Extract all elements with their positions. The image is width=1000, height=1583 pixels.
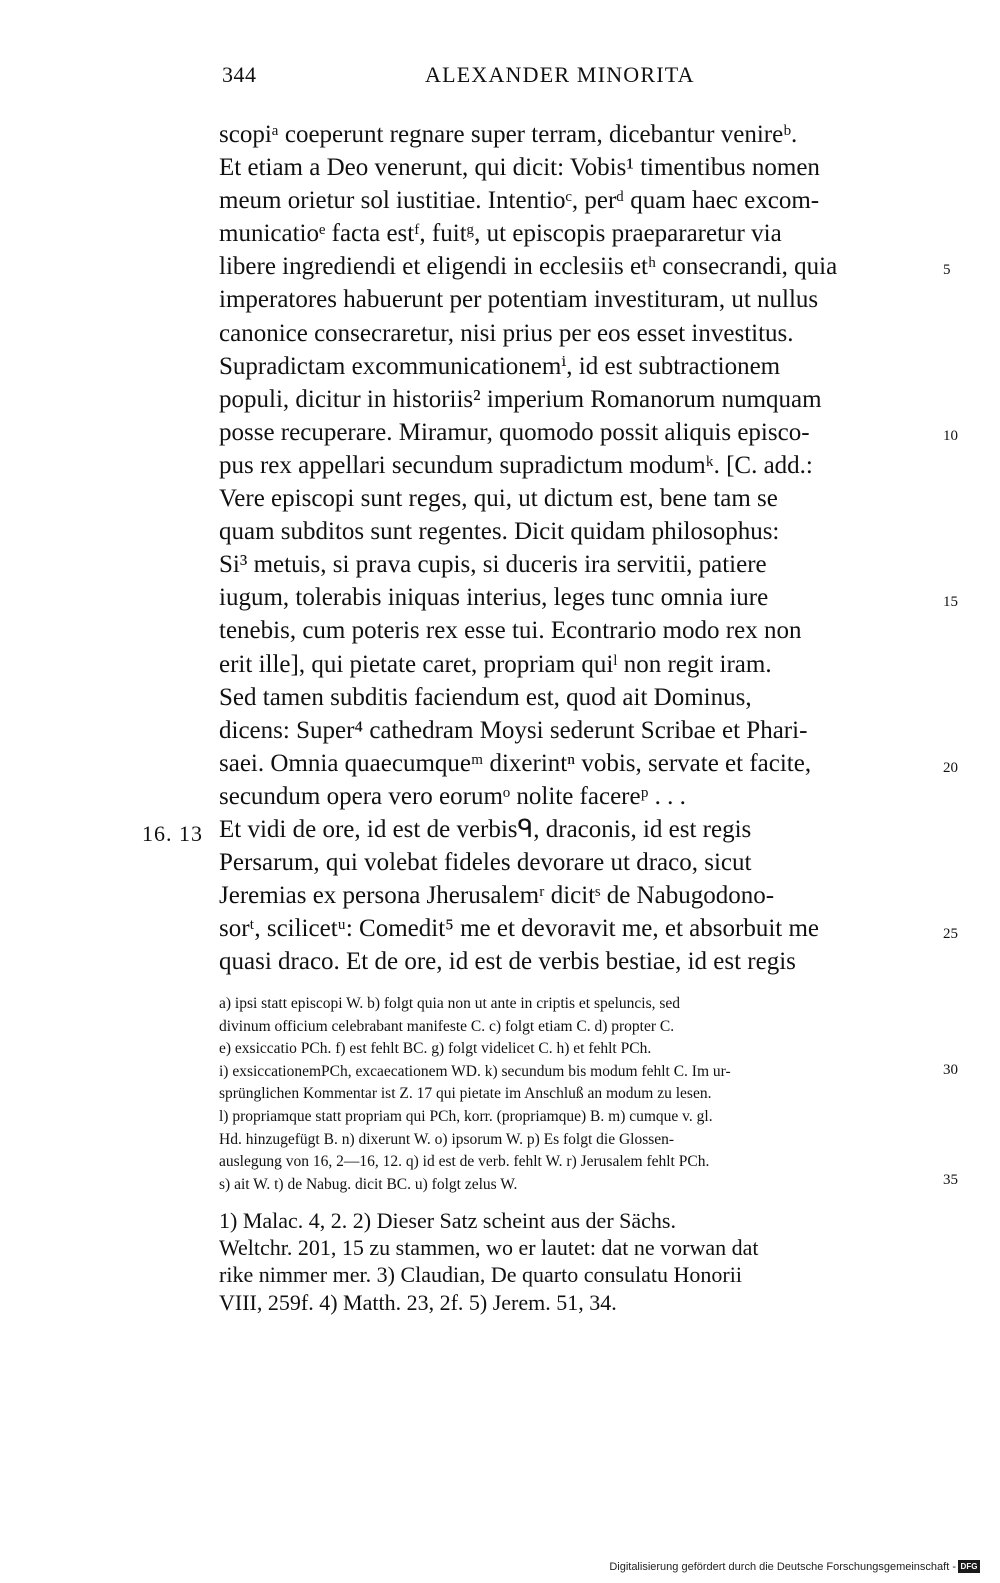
text-line: libere ingrediendi et eligendi in ecclesiis etʰ consecrandi, quia	[219, 253, 838, 281]
footnote-line: VIII, 259f. 4) Matth. 23, 2f. 5) Jerem. 51, 34.	[219, 1289, 617, 1315]
note-line: i) exsiccationemPCh, excaecationem WD. k) secundum bis modum fehlt C. Im ur-	[219, 1062, 731, 1080]
text-line: Jeremias ex persona Jherusalemʳ dicitˢ de Nabugodono-	[219, 882, 775, 910]
note-line: s) ait W. t) de Nabug. dicit BC. u) folgt zelus W.	[219, 1175, 518, 1193]
credit-text: Digitalisierung gefördert durch die Deutsche Forschungsgemeinschaft -	[609, 1560, 956, 1573]
line-number: 30	[943, 1062, 958, 1078]
text-line: populi, dicitur in historiis² imperium Romanorum numquam	[219, 385, 822, 413]
note-line: divinum officium celebrabant manifeste C. c) folgt etiam C. d) propter C.	[219, 1017, 675, 1035]
line-number: 25	[943, 926, 958, 942]
digitization-credit	[609, 1560, 980, 1573]
text-line: Et etiam a Deo venerunt, qui dicit: Vobis¹ timentibus nomen	[219, 154, 820, 182]
note-line: a) ipsi statt episcopi W. b) folgt quia non ut ante in criptis et speluncis, sed	[219, 995, 681, 1012]
line-number: 15	[943, 594, 958, 610]
text-line: saei. Omnia quaecumqueᵐ dixerintⁿ vobis, servate et facite,	[219, 749, 812, 777]
text-line: pus rex appellari secundum supradictum modumᵏ. [C. add.:	[219, 451, 813, 479]
line-number: 35	[943, 1172, 958, 1188]
text-line: quasi draco. Et de ore, id est de verbis bestiae, id est regis	[219, 948, 796, 976]
side-reference: 16. 13	[142, 821, 203, 846]
note-line: l) propriamque statt propriam qui PCh, korr. (propriamque) B. m) cumque v. gl.	[219, 1107, 713, 1125]
footnote-line: rike nimmer mer. 3) Claudian, De quarto consulatu Honorii	[219, 1262, 742, 1288]
text-line: sorᵗ, scilicetᵘ: Comedit⁵ me et devoravit me, et absorbuit me	[219, 915, 820, 943]
line-number: 20	[943, 760, 958, 776]
text-line: Et vidi de ore, id est de verbisᑫ, draconis, id est regis	[219, 815, 752, 843]
dfg-logo: DFG	[958, 1560, 980, 1573]
footnote-line: Weltchr. 201, 15 zu stammen, wo er lautet: dat ne vorwan dat	[219, 1235, 759, 1261]
text-line: imperatores habuerunt per potentiam investituram, ut nullus	[219, 286, 819, 314]
note-line: e) exsiccatio PCh. f) est fehlt BC. g) folgt videlicet C. h) et fehlt PCh.	[219, 1040, 652, 1058]
note-line: sprünglichen Kommentar ist Z. 17 qui pietate im Anschluß an modum zu lesen.	[219, 1085, 712, 1103]
source-notes	[219, 1207, 917, 1316]
note-line: Hd. hinzugefügt B. n) dixerunt W. o) ipsorum W. p) Es folgt die Glossen-	[219, 1130, 675, 1148]
text-line: posse recuperare. Miramur, quomodo possit aliquis episco-	[219, 418, 810, 446]
text-line: iugum, tolerabis iniquas interius, leges tunc omnia iure	[219, 584, 769, 612]
text-line: dicens: Super⁴ cathedram Moysi sederunt Scribae et Phari-	[219, 716, 808, 744]
footnote-line: 1) Malac. 4, 2. 2) Dieser Satz scheint aus der Sächs.	[219, 1208, 676, 1233]
text-line: Supradictam excommunicationemⁱ, id est subtractionem	[219, 352, 781, 380]
text-line: Vere episcopi sunt reges, qui, ut dictum est, bene tam se	[219, 485, 778, 513]
text-line: erit ille], qui pietate caret, propriam quiˡ non regit iram.	[219, 650, 772, 678]
text-line: canonice consecraretur, nisi prius per eos esset investitus.	[219, 319, 794, 347]
main-text	[219, 118, 917, 978]
variant-notes	[219, 993, 917, 1196]
text-line: Persarum, qui volebat fideles devorare ut draco, sicut	[219, 849, 752, 877]
page-number: 344	[222, 62, 257, 87]
line-number: 5	[943, 262, 951, 278]
note-line: auslegung von 16, 2—16, 12. q) id est de verb. fehlt W. r) Jerusalem fehlt PCh.	[219, 1153, 710, 1171]
text-line: secundum opera vero eorumᵒ nolite facereᵖ . . .	[219, 782, 686, 810]
text-line: quam subditos sunt regentes. Dicit quidam philosophus:	[219, 518, 780, 546]
page-header	[0, 62, 1000, 96]
text-line: municatioᵉ facta estᶠ, fuitᵍ, ut episcopis praepararetur via	[219, 220, 782, 248]
running-head: ALEXANDER MINORITA	[425, 62, 695, 87]
text-line: Sed tamen subditis faciendum est, quod ait Dominus,	[219, 683, 752, 711]
text-line: tenebis, cum poteris rex esse tui. Econtrario modo rex non	[219, 617, 802, 645]
line-number: 10	[943, 428, 958, 444]
text-line: scopiᵃ coeperunt regnare super terram, dicebantur venireᵇ.	[219, 121, 798, 148]
text-line: meum orietur sol iustitiae. Intentioᶜ, perᵈ quam haec excom-	[219, 187, 820, 215]
text-line: Si³ metuis, si prava cupis, si duceris ira servitii, patiere	[219, 551, 767, 579]
